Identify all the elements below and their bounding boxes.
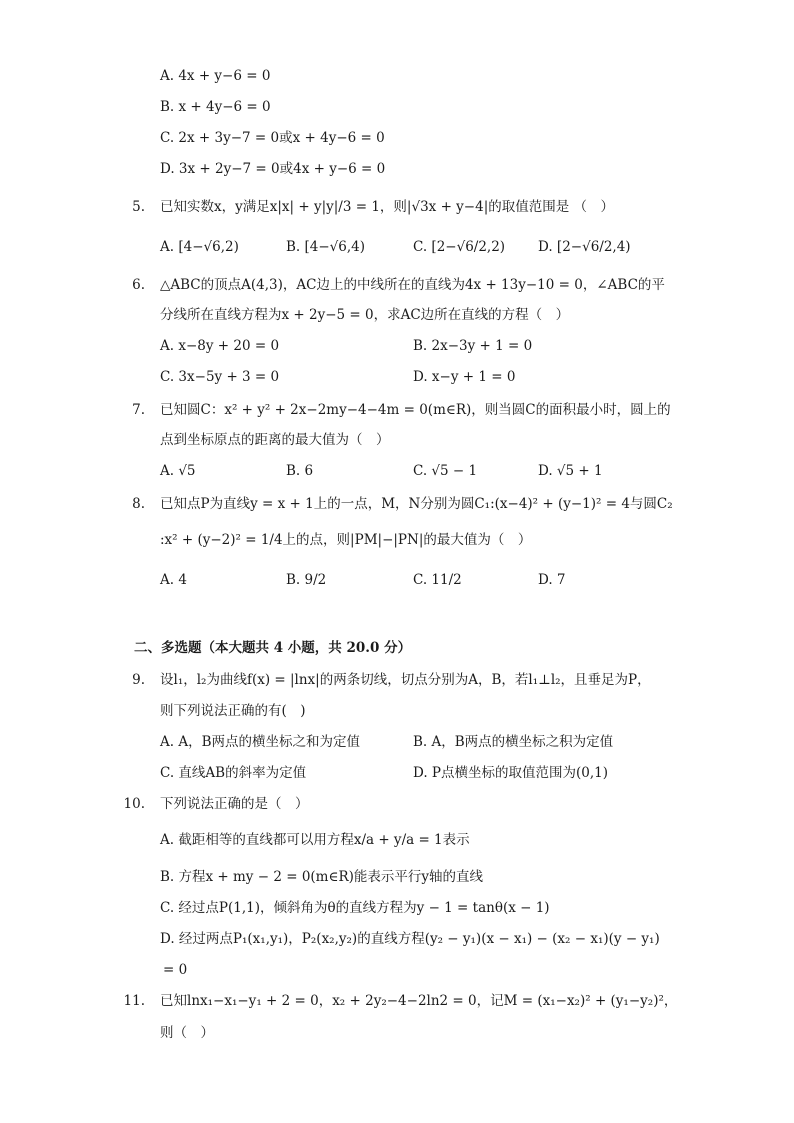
q4-option-c: C. 2x + 3y−7 = 0或x + 4y−6 = 0 [160, 130, 385, 146]
q7-stem-line-1: 已知圆C：x² + y² + 2x−2my−4−4m = 0(m∈R)，则当圆C的面积最小时，圆上的 [160, 402, 671, 418]
q10-number: 10. [123, 796, 145, 812]
q10-option-b: B. 方程x + my − 2 = 0(m∈R)能表示平行y轴的直线 [160, 869, 484, 885]
q7-option-b: B. 6 [286, 463, 314, 479]
q8-stem-line-2: :x² + (y−2)² = 1/4上的点，则|PM|−|PN|的最大值为（ ） [160, 532, 532, 548]
q11-stem-line-1: 已知lnx₁−x₁−y₁ + 2 = 0，x₂ + 2y₂−4−2ln2 = 0，记M = (x₁−x₂)² + (y₁−y₂)²， [160, 993, 678, 1009]
q4-option-b: B. x + 4y−6 = 0 [160, 99, 271, 115]
q8-option-b: B. 9/2 [286, 572, 327, 588]
q6-option-b: B. 2x−3y + 1 = 0 [413, 338, 533, 354]
q10-option-a: A. 截距相等的直线都可以用方程x/a + y/a = 1表示 [160, 832, 470, 848]
q8-number: 8. [132, 496, 145, 512]
q7-option-a: A. √5 [160, 463, 196, 479]
q10-option-d: D. 经过两点P₁(x₁,y₁)，P₂(x₂,y₂)的直线方程(y₂ − y₁)(x − x₁) − (x₂ − x₁)(y − y₁) [160, 931, 660, 947]
q4-option-d: D. 3x + 2y−7 = 0或4x + y−6 = 0 [160, 161, 386, 177]
q9-option-c: C. 直线AB的斜率为定值 [160, 765, 307, 781]
q7-number: 7. [132, 402, 145, 418]
q11-number: 11. [123, 993, 145, 1009]
q5-option-a: A. [4−√6,2) [160, 239, 239, 255]
q6-stem-line-1: △ABC的顶点A(4,3)，AC边上的中线所在的直线为4x + 13y−10 = 0，∠ABC的平 [160, 277, 665, 293]
q6-option-d: D. x−y + 1 = 0 [413, 369, 516, 385]
q5-number: 5. [132, 199, 145, 215]
section-2-heading: 二、多选题（本大题共 4 小题，共 20.0 分） [134, 640, 412, 656]
q8-option-a: A. 4 [160, 572, 187, 588]
q9-option-d: D. P点横坐标的取值范围为(0,1) [413, 765, 609, 781]
q9-number: 9. [132, 672, 145, 688]
q5-stem: 已知实数x，y满足x|x| + y|y|/3 = 1，则|√3x + y−4|的取值范围是 （ ） [160, 199, 615, 215]
q8-stem-line-1: 已知点P为直线y = x + 1上的一点，M，N分别为圆C₁:(x−4)² + (y−1)² = 4与圆C₂ [160, 496, 673, 512]
q9-stem-line-1: 设l₁，l₂为曲线f(x) = |lnx|的两条切线，切点分别为A，B，若l₁⊥l₂，且垂足为P， [160, 672, 651, 688]
q6-option-a: A. x−8y + 20 = 0 [160, 338, 280, 354]
q9-option-b: B. A，B两点的横坐标之积为定值 [413, 734, 614, 750]
q7-stem-line-2: 点到坐标原点的距离的最大值为（ ） [160, 432, 390, 448]
q10-option-d-continued: = 0 [163, 962, 188, 978]
q5-option-d: D. [2−√6/2,4) [538, 239, 631, 255]
q6-number: 6. [132, 277, 145, 293]
q4-option-a: A. 4x + y−6 = 0 [160, 68, 271, 84]
q6-option-c: C. 3x−5y + 3 = 0 [160, 369, 280, 385]
q9-option-a: A. A，B两点的横坐标之和为定值 [160, 734, 361, 750]
q8-option-d: D. 7 [538, 572, 566, 588]
q11-stem-line-2: 则（ ） [160, 1025, 214, 1041]
q5-option-b: B. [4−√6,4) [286, 239, 366, 255]
q7-option-c: C. √5 − 1 [413, 463, 478, 479]
q8-option-c: C. 11/2 [413, 572, 462, 588]
q10-stem: 下列说法正确的是（ ） [160, 796, 309, 812]
q6-stem-line-2: 分线所在直线方程为x + 2y−5 = 0，求AC边所在直线的方程（ ） [160, 307, 570, 323]
q7-option-d: D. √5 + 1 [538, 463, 603, 479]
q5-option-c: C. [2−√6/2,2) [413, 239, 506, 255]
q9-stem-line-2: 则下列说法正确的有( ) [160, 703, 306, 719]
q10-option-c: C. 经过点P(1,1)，倾斜角为θ的直线方程为y − 1 = tanθ(x − 1) [160, 900, 550, 916]
